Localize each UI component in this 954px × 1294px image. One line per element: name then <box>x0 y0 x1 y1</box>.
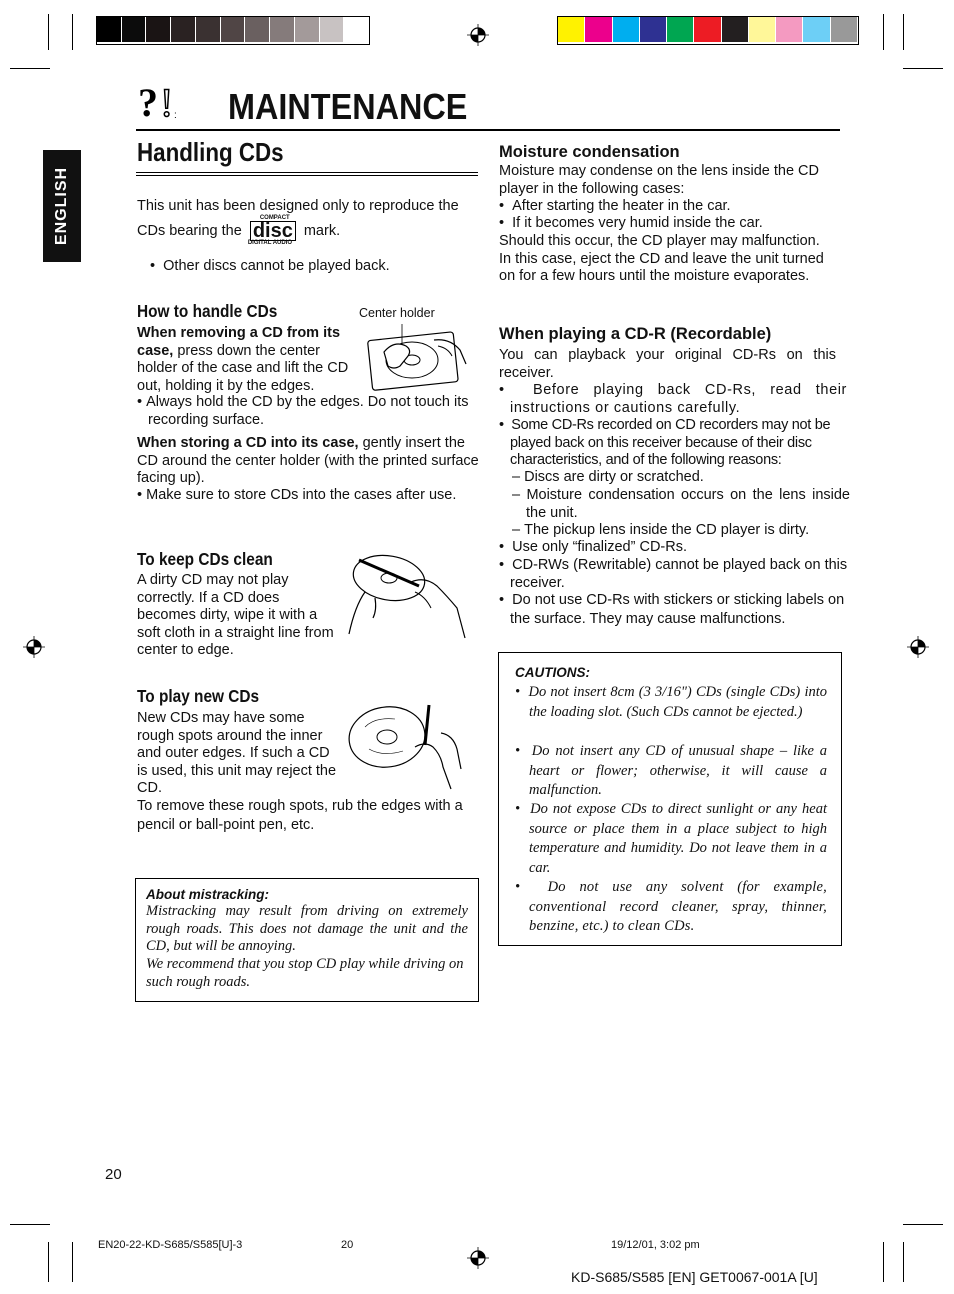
caution-4: • Do not use any solvent (for example, conventional record cleaner, spray, thinner, benzine, etc.) to clean CDs. <box>515 879 827 934</box>
cdr-dash-1-text: Discs are dirty or scratched. <box>524 469 704 485</box>
cdr-bullet-2: • Some CD-Rs recorded on CD recorders may not be played back on this receiver because of their disc characteristics, and of the following reasons: <box>499 417 831 468</box>
storing-text: gently insert the CD around the center holder (with the printed surface facing up). <box>137 435 479 486</box>
new-title: To play new CDs <box>137 686 260 706</box>
storing-bold: When storing a CD into its case, <box>137 435 359 451</box>
page-title: MAINTENANCE <box>228 86 468 127</box>
section-title: Handling CDs <box>137 137 284 167</box>
cdr-bullet-4: • CD-RWs (Rewritable) cannot be played back on this receiver. <box>499 557 848 591</box>
moisture-outro: Should this occur, the CD player may malfunction. In this case, eject the CD and leave the unit turned on for a few hours until the moisture evaporates. <box>499 233 824 284</box>
color-swatch <box>831 17 857 42</box>
storing-bullet: • Make sure to store CDs into the cases after use. <box>137 487 457 503</box>
caution-3: • Do not expose CDs to direct sunlight or any heat source or place them in a place subject to high temperature and humidity. Do not leave them in a car. <box>515 801 827 876</box>
moisture-intro: Moisture may condense on the lens inside the CD player in the following cases: <box>499 163 819 197</box>
caution-1-text: Do not insert 8cm (3 3/16") CDs (single CDs) into the loading slot. (Such CDs cannot be ejected.) <box>528 684 827 720</box>
title-rule <box>136 129 840 131</box>
bullet-other-discs: • Other discs cannot be played back. <box>150 258 390 274</box>
removing-bold: When removing a CD from its case, <box>137 325 341 359</box>
color-swatch <box>694 17 720 42</box>
color-swatch <box>295 17 319 42</box>
svg-text::: : <box>174 110 177 121</box>
intro-line-2-before: CDs bearing the <box>137 223 242 239</box>
language-tab <box>43 150 81 262</box>
cd-wiping-illustration <box>345 552 467 642</box>
removing-text: press down the center holder of the case and lift the CD out, holding it by the edges. <box>137 342 349 394</box>
cd-case-illustration <box>364 322 468 392</box>
language-tab-label: ENGLISH <box>53 166 70 246</box>
logo-compact: COMPACT <box>259 215 290 221</box>
color-swatch <box>640 17 666 42</box>
color-swatch <box>667 17 693 42</box>
clean-text: A dirty CD may not play correctly. If a CD does becomes dirty, wipe it with a soft cloth in a straight line from center to edge. <box>137 572 334 658</box>
storing-bullet-text: Make sure to store CDs into the cases after use. <box>146 487 457 503</box>
compact-disc-logo <box>247 215 298 246</box>
color-swatch <box>270 17 294 42</box>
intro-text <box>137 195 482 244</box>
intro-line-2-after: mark. <box>303 223 341 239</box>
cdr-dash-2-text: Moisture condensation occurs on the lens inside the unit. <box>526 487 850 521</box>
intro-line-1: This unit has been designed only to reproduce the <box>137 198 459 214</box>
slug-date: 19/12/01, 3:02 pm <box>611 1239 700 1251</box>
color-swatch <box>245 17 269 42</box>
cdr-bullet-3: • Use only “finalized” CD-Rs. <box>499 539 687 555</box>
section-rule-thin <box>136 175 478 176</box>
moisture-bullet-2-text: If it becomes very humid inside the car. <box>512 215 763 231</box>
color-swatch <box>803 17 829 42</box>
color-swatch <box>146 17 170 42</box>
registration-mark-icon <box>467 24 489 46</box>
cdr-bullet-2-text: Some CD-Rs recorded on CD recorders may not be played back on this receiver because of their disc characteristics, and of the following reasons: <box>510 417 831 468</box>
clean-title: To keep CDs clean <box>137 549 273 569</box>
removing-bullet: • Always hold the CD by the edges. Do not touch its recording surface. <box>137 394 469 428</box>
cdr-bullet-3-text: Use only “finalized” CD-Rs. <box>512 539 687 555</box>
color-swatch <box>344 17 368 42</box>
color-swatch <box>776 17 802 42</box>
slug-file: EN20-22-KD-S685/S585[U]-3 <box>98 1239 243 1251</box>
new-text: New CDs may have some rough spots around the inner and outer edges. If such a CD is used, this unit may reject the CD. <box>137 710 337 796</box>
cdr-dash-3-text: The pickup lens inside the CD player is dirty. <box>524 522 810 538</box>
svg-text:?: ? <box>138 80 158 122</box>
color-swatch <box>97 17 121 42</box>
cautions-box <box>498 652 842 946</box>
moisture-bullet-1-text: After starting the heater in the car. <box>512 198 731 214</box>
color-swatch <box>221 17 245 42</box>
cdr-bullet-5: • Do not use CD-Rs with stickers or sticking labels on the surface. They may cause malfunctions. <box>499 592 845 627</box>
color-swatch <box>749 17 775 42</box>
caution-3-text: Do not expose CDs to direct sunlight or any heat source or place them in a place subject to high temperature and humidity. Do not leave them in a car. <box>529 801 827 876</box>
cdr-bullet-4-text: CD-RWs (Rewritable) cannot be played back on this receiver. <box>510 557 848 591</box>
section-rule <box>136 172 478 173</box>
caution-2: • Do not insert any CD of unusual shape – like a heart or flower; otherwise, it will cause a malfunction. <box>515 743 827 798</box>
moisture-title: Moisture condensation <box>499 143 680 161</box>
svg-text:!: ! <box>160 80 174 122</box>
cdr-bullet-1: • Before playing back CD-Rs, read their instructions or cautions carefully. <box>499 382 847 416</box>
new-text-2: To remove these rough spots, rub the edges with a pencil or ball-point pen, etc. <box>137 798 463 833</box>
caution-1: • Do not insert 8cm (3 3/16") CDs (single CDs) into the loading slot. (Such CDs cannot be ejected.) <box>515 684 827 720</box>
color-swatch <box>122 17 146 42</box>
cautions-title: CAUTIONS: <box>515 665 590 680</box>
color-swatch <box>171 17 195 42</box>
mistrack-title: About mistracking: <box>146 887 270 902</box>
removing-bullet-text: Always hold the CD by the edges. Do not touch its recording surface. <box>146 394 469 428</box>
caution-4-text: Do not use any solvent (for example, conventional record cleaner, spray, thinner, benzine, etc.) to clean CDs. <box>529 879 827 934</box>
cdr-dash-2: – Moisture condensation occurs on the lens inside the unit. <box>512 487 850 521</box>
how-to-title: How to handle CDs <box>137 301 278 321</box>
color-swatch <box>722 17 748 42</box>
cdr-dash-1: – Discs are dirty or scratched. <box>512 469 704 485</box>
cdr-bullet-1-text: Before playing back CD-Rs, read their instructions or cautions carefully. <box>510 382 847 416</box>
color-swatch <box>585 17 611 42</box>
color-swatch <box>320 17 344 42</box>
mistrack-p2: We recommend that you stop CD play while driving on such rough roads. <box>146 956 464 990</box>
color-swatch <box>196 17 220 42</box>
bullet-other-text: Other discs cannot be played back. <box>163 258 390 274</box>
color-swatch <box>558 17 584 42</box>
storing-paragraph <box>137 435 479 488</box>
center-holder-label: Center holder <box>359 306 435 320</box>
logo-disc: disc <box>250 221 296 241</box>
page-number: 20 <box>105 1166 122 1183</box>
moisture-bullet-2: • If it becomes very humid inside the car. <box>499 215 763 231</box>
color-swatch <box>613 17 639 42</box>
intro-line-2 <box>137 215 482 246</box>
cdr-intro: You can playback your original CD-Rs on this receiver. <box>499 347 836 381</box>
mistrack-p1: Mistracking may result from driving on extremely rough roads. This does not damage the unit and the CD, but will be annoying. <box>146 903 468 954</box>
caution-2-text: Do not insert any CD of unusual shape – like a heart or flower; otherwise, it will cause a malfunction. <box>529 743 827 798</box>
logo-digital: DIGITAL AUDIO <box>247 240 293 246</box>
registration-mark-icon <box>907 636 929 658</box>
cd-pencil-illustration <box>345 697 467 791</box>
slug-page: 20 <box>341 1239 354 1251</box>
cdr-title: When playing a CD-R (Recordable) <box>499 325 772 343</box>
model-code: KD-S685/S585 [EN] GET0067-001A [U] <box>571 1269 818 1285</box>
registration-mark-icon <box>23 636 45 658</box>
mistracking-box <box>135 878 479 1002</box>
registration-mark-icon <box>467 1247 489 1269</box>
cdr-bullet-5-text: Do not use CD-Rs with stickers or sticking labels on the surface. They may cause malfunctions. <box>510 592 845 627</box>
cdr-dash-3: – The pickup lens inside the CD player is dirty. <box>512 522 810 538</box>
removing-paragraph <box>137 325 359 395</box>
moisture-bullet-1: • After starting the heater in the car. <box>499 198 731 214</box>
question-exclamation-icon <box>138 80 196 122</box>
